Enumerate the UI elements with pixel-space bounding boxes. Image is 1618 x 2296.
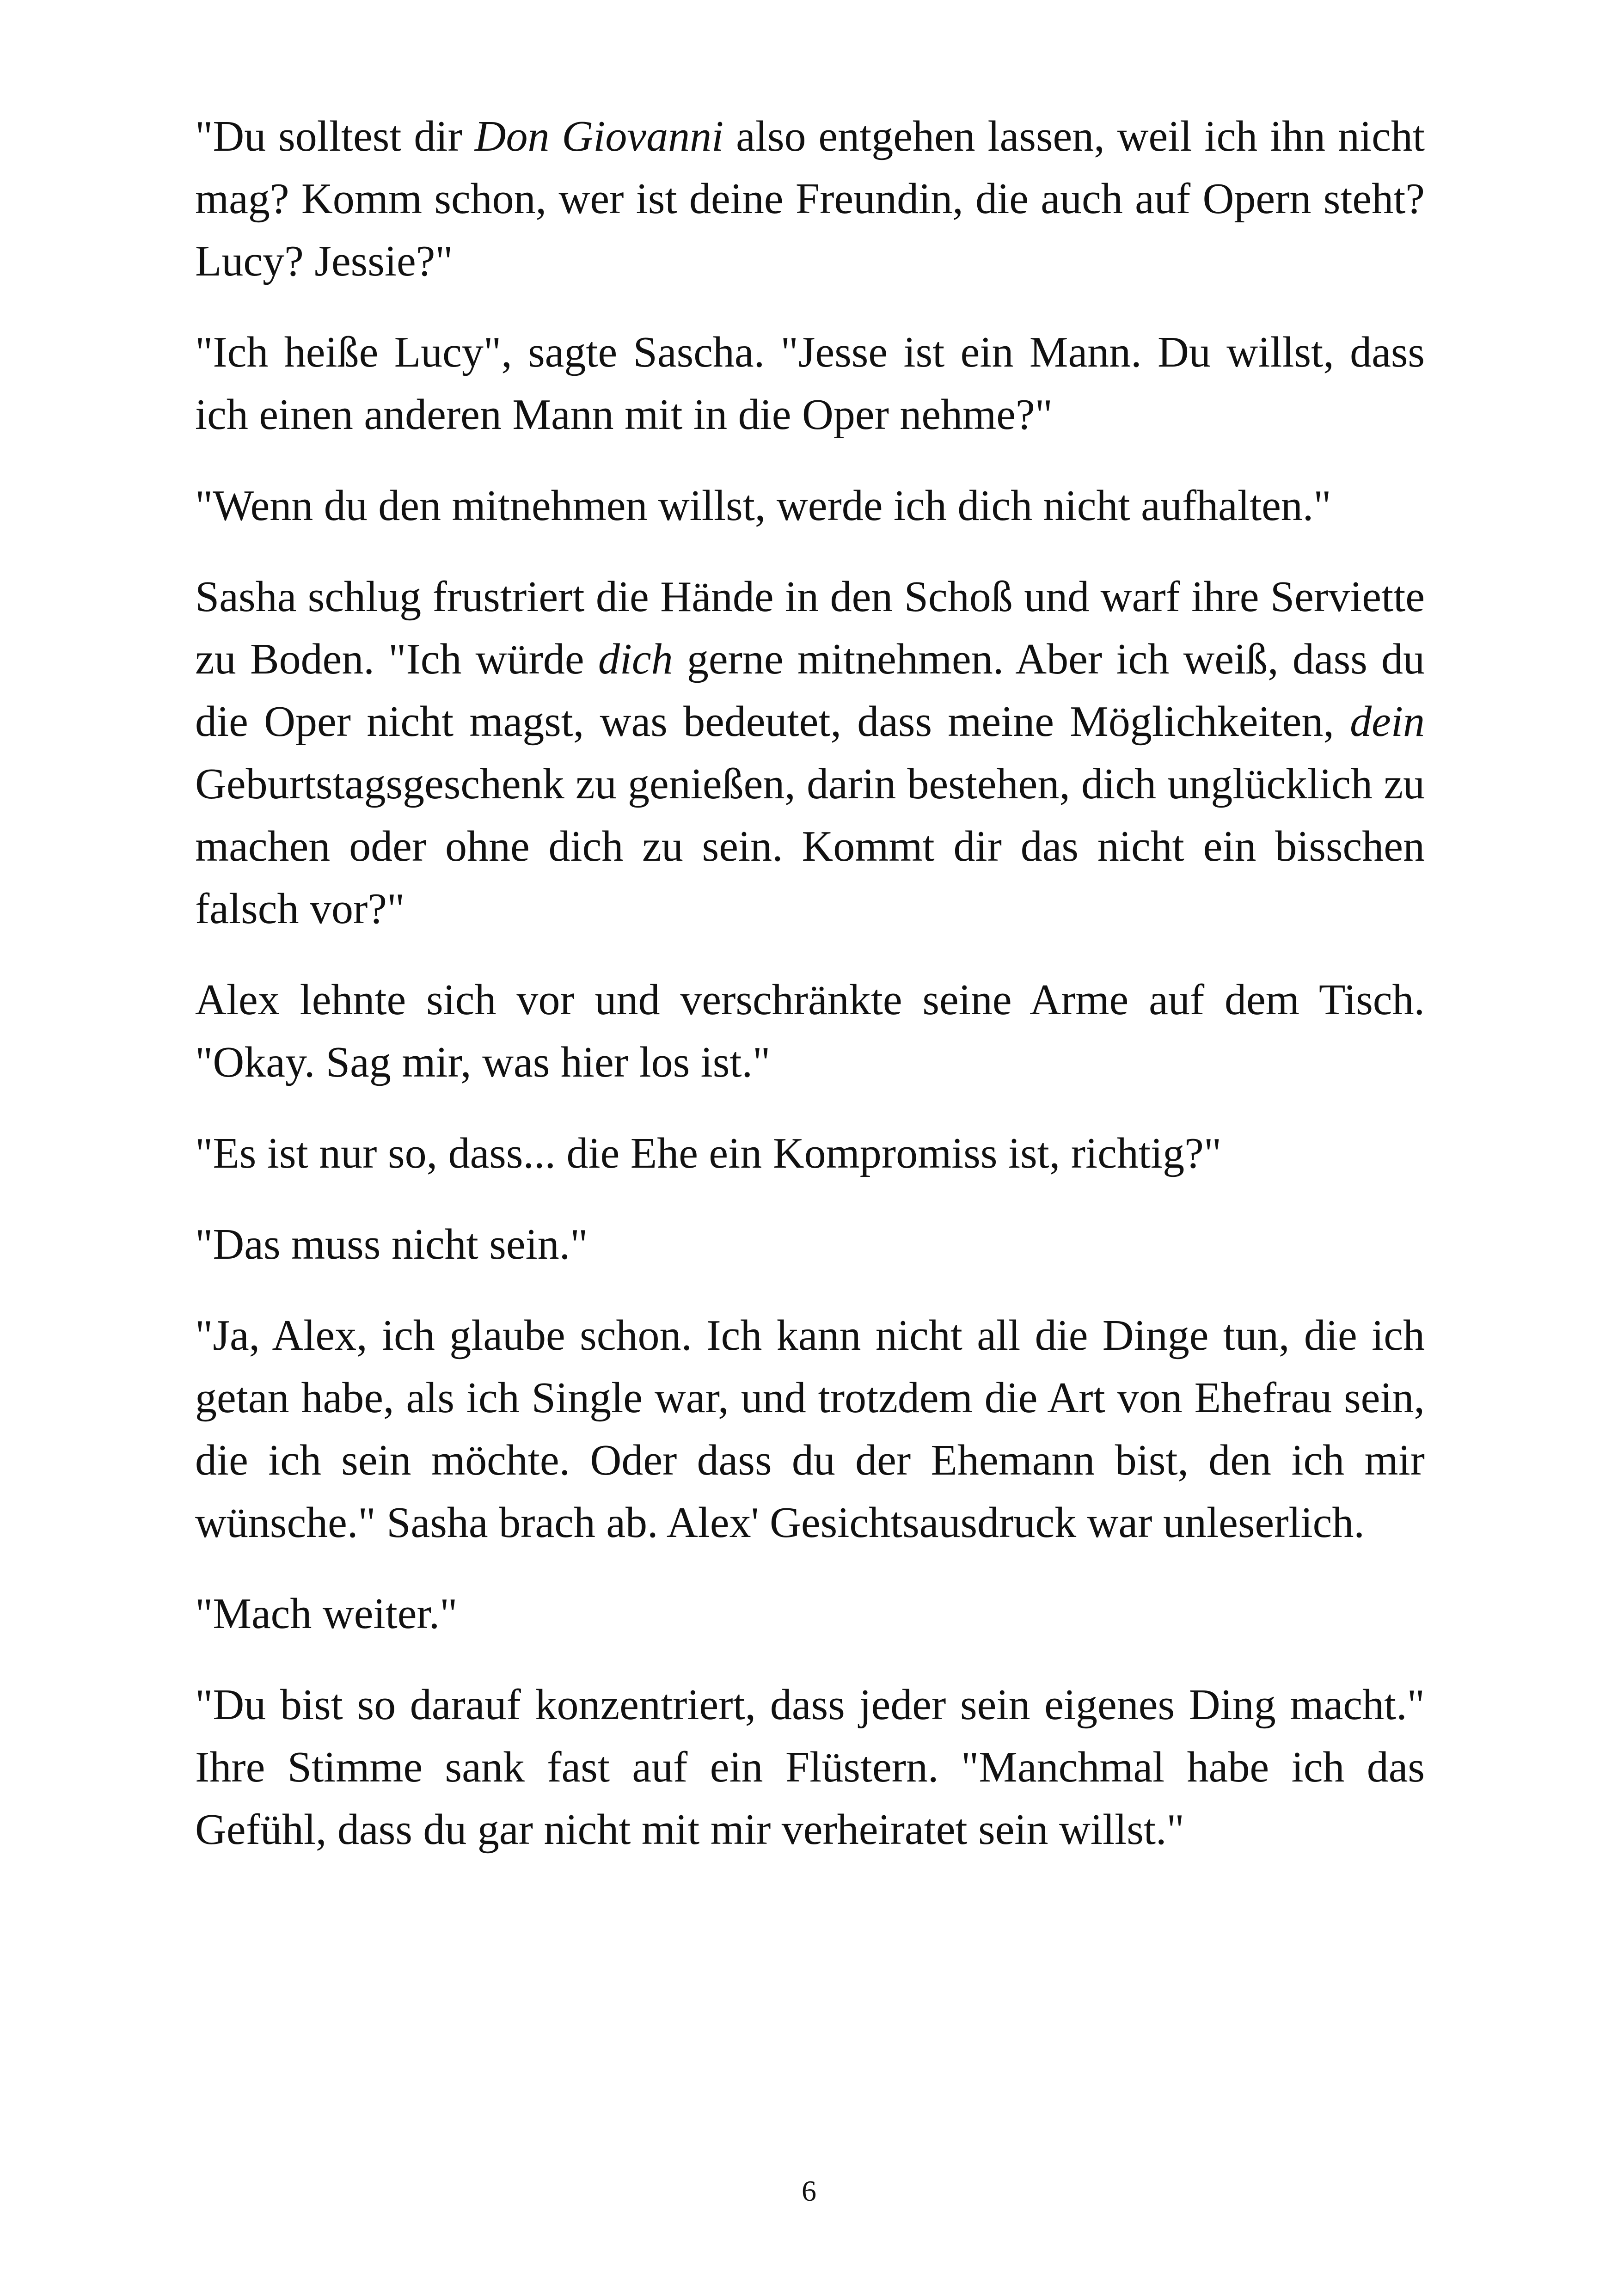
text-run: "Ja, Alex, ich glaube schon. Ich kann nicht all die Dinge tun, die ich getan habe, als ich Single war, und trotzdem die Art von Ehefrau sein, die ich sein möchte. Oder dass du der Ehemann bist, den ich mir wünsche." Sasha brach ab. Alex' Gesichtsausdruck war unleserlich. [195, 1311, 1425, 1547]
paragraph [195, 1122, 1425, 1185]
text-run: "Wenn du den mitnehmen willst, werde ich dich nicht aufhalten." [195, 482, 1331, 530]
italic-text-run: dich [598, 635, 673, 683]
text-run: "Mach weiter." [195, 1590, 458, 1638]
text-run: "Das muss nicht sein." [195, 1220, 588, 1268]
paragraph [195, 1213, 1425, 1276]
italic-text-run: dein [1350, 698, 1425, 746]
paragraph [195, 475, 1425, 537]
text-run: Alex lehnte sich vor und verschränkte seine Arme auf dem Tisch. "Okay. Sag mir, was hier los ist." [195, 976, 1425, 1086]
italic-text-run: Don Giovanni [474, 112, 724, 160]
text-run: also entgehen lassen, weil ich ihn nicht mag? Komm schon, wer ist deine Freundin, die auch auf Opern steht? Lucy? Jessie?" [195, 112, 1425, 285]
paragraph [195, 969, 1425, 1094]
text-run: Sasha schlug frustriert die Hände in den Schoß und warf ihre Serviette zu Boden. "Ich würde [195, 573, 1425, 683]
paragraph [195, 1583, 1425, 1645]
text-run: "Du bist so darauf konzentriert, dass jeder sein eigenes Ding macht." Ihre Stimme sank fast auf ein Flüstern. "Manchmal habe ich das Gefühl, dass du gar nicht mit mir verheiratet sein willst." [195, 1681, 1425, 1854]
paragraph [195, 321, 1425, 446]
paragraph [195, 105, 1425, 293]
text-run: gerne mitnehmen. Aber ich weiß, dass du die Oper nicht magst, was bedeutet, dass meine Möglichkeiten, [195, 635, 1425, 746]
paragraph [195, 1674, 1425, 1861]
paragraph [195, 566, 1425, 940]
paragraph [195, 1304, 1425, 1554]
text-run: "Ich heiße Lucy", sagte Sascha. "Jesse ist ein Mann. Du willst, dass ich einen anderen Mann mit in die Oper nehme?" [195, 328, 1425, 439]
text-run: "Es ist nur so, dass... die Ehe ein Kompromiss ist, richtig?" [195, 1129, 1222, 1177]
body-text [195, 105, 1425, 1890]
text-run: Geburtstagsgeschenk zu genießen, darin bestehen, dich unglücklich zu machen oder ohne dich zu sein. Kommt dir das nicht ein bisschen falsch vor?" [195, 760, 1425, 933]
page-number: 6 [802, 2174, 816, 2207]
text-run: "Du solltest dir [195, 112, 475, 160]
